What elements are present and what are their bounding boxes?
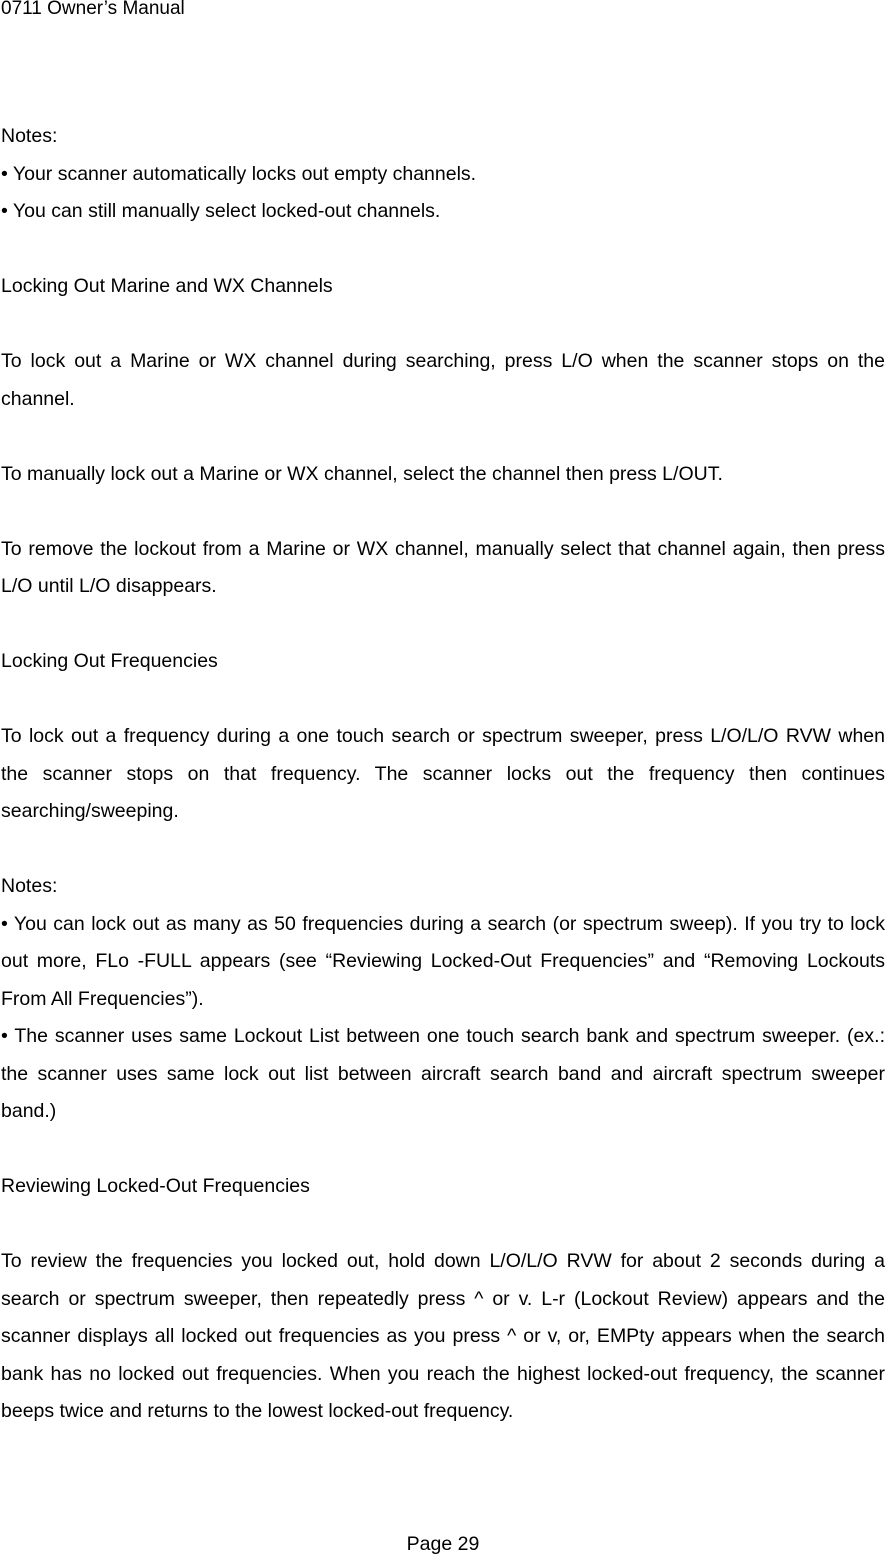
notes-label: Notes: bbox=[1, 875, 58, 897]
page-body bbox=[1, 118, 885, 1431]
note-item: • You can still manually select locked-out channels. bbox=[1, 200, 441, 222]
spacer bbox=[1, 1206, 885, 1244]
paragraph: To remove the lockout from a Marine or WX channel, manually select that channel again, then press L/O until L/O disappears. bbox=[1, 537, 885, 597]
paragraph: To lock out a frequency during a one touch search or spectrum sweeper, press L/O/L/O RVW when the scanner stops on that frequency. The scanner locks out the frequency then continues searching/sweeping. bbox=[1, 725, 885, 822]
section-heading: Reviewing Locked-Out Frequencies bbox=[1, 1175, 310, 1197]
paragraph: To review the frequencies you locked out, hold down L/O/L/O RVW for about 2 seconds during a search or spectrum sweeper, then repeatedly press ^ or v. L-r (Lockout Review) appears and the scanner displays all locked out frequencies as you press ^ or v, or, EMPty appears when the search bank has no locked out frequencies. When you reach the highest locked-out frequency, the scanner beeps twice and returns to the lowest locked-out frequency. bbox=[1, 1250, 885, 1422]
document-header: 0711 Owner’s Manual bbox=[1, 0, 185, 19]
note-item: • You can lock out as many as 50 frequencies during a search (or spectrum sweep). If you try to lock out more, FLo -FULL appears (see “Reviewing Locked-Out Frequencies” and “Removing Lockouts From All Frequencies”). bbox=[1, 912, 885, 1010]
section-heading: Locking Out Marine and WX Channels bbox=[1, 275, 333, 297]
spacer bbox=[1, 681, 885, 719]
spacer bbox=[1, 493, 885, 531]
spacer bbox=[1, 831, 885, 869]
spacer bbox=[1, 606, 885, 644]
page-number: Page 29 bbox=[406, 1533, 480, 1555]
paragraph: To lock out a Marine or WX channel during searching, press L/O when the scanner stops on the channel. bbox=[1, 350, 885, 410]
spacer bbox=[1, 306, 885, 344]
note-item: • The scanner uses same Lockout List between one touch search bank and spectrum sweeper. (ex.: the scanner uses same lock out list between aircraft search band and aircraft spectrum sweeper band.) bbox=[1, 1025, 885, 1122]
spacer bbox=[1, 418, 885, 456]
section-heading: Locking Out Frequencies bbox=[1, 650, 218, 672]
spacer bbox=[1, 1131, 885, 1169]
note-item: • Your scanner automatically locks out empty channels. bbox=[1, 162, 477, 185]
notes-label: Notes: bbox=[1, 125, 58, 147]
spacer bbox=[1, 231, 885, 269]
paragraph: To manually lock out a Marine or WX channel, select the channel then press L/OUT. bbox=[1, 462, 723, 485]
